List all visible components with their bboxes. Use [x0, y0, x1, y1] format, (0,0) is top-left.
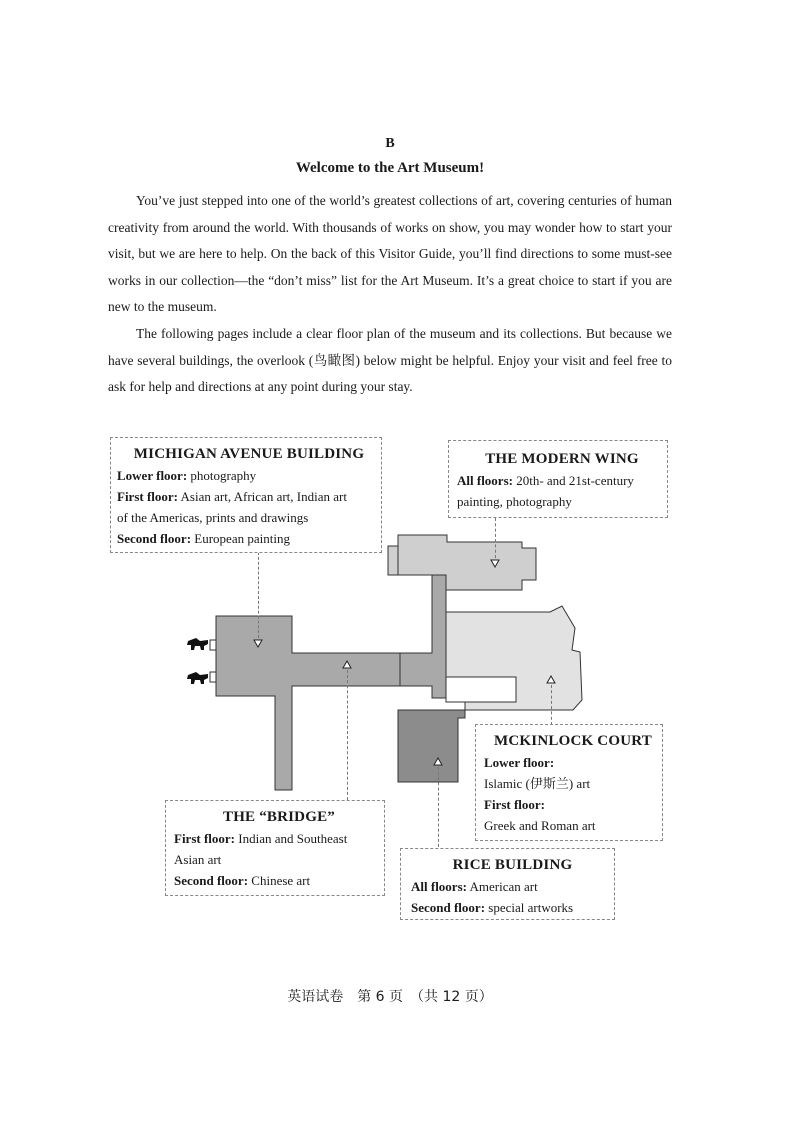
- lion-statue-icon: [187, 672, 208, 684]
- michigan-line3-text: of the Americas, prints and drawings: [117, 510, 309, 525]
- page-footer: 英语试卷 第 6 页 （共 12 页）: [287, 989, 493, 1005]
- rice-line2-text: special artworks: [485, 900, 574, 915]
- modern-title: THE MODERN WING: [485, 451, 639, 467]
- entrance-notch-lower: [210, 672, 216, 682]
- passage-title: Welcome to the Art Museum!: [295, 160, 485, 176]
- leader-mckinlock: [551, 685, 552, 725]
- bridge-shape: [400, 575, 446, 698]
- leader-michigan: [258, 552, 259, 638]
- bridge-line3-label: Second floor:: [174, 873, 249, 888]
- modern-line2-text: painting, photography: [457, 494, 572, 509]
- bridge-line1-label: First floor:: [174, 831, 236, 846]
- modern-line1-label: All floors:: [457, 473, 513, 488]
- label-mckinlock-court: [475, 724, 663, 841]
- modern-line1-text: 20th- and 21st-century: [512, 473, 634, 488]
- label-bridge: [165, 800, 385, 896]
- label-rice-building: [400, 848, 615, 920]
- michigan-avenue-building-shape: [216, 616, 400, 790]
- michigan-line2-text: Asian art, African art, Indian art: [178, 489, 347, 504]
- modern-wing-shape: [398, 535, 536, 590]
- leader-modern: [495, 518, 496, 558]
- rice-line1-text: American art: [466, 879, 538, 894]
- michigan-line4-label: Second floor:: [117, 531, 192, 546]
- mckinlock-title: MCKINLOCK COURT: [494, 733, 652, 749]
- label-modern-wing: [448, 440, 668, 518]
- mckinlock-line1-label: Lower floor:: [484, 755, 555, 770]
- rice-line1-label: All floors:: [411, 879, 467, 894]
- mckinlock-line2-text: Islamic (伊斯兰) art: [484, 776, 591, 791]
- entrance-notch-upper: [210, 640, 216, 650]
- bridge-line1-text: Indian and Southeast: [235, 831, 348, 846]
- paragraph-1: You’ve just stepped into one of the world’s greatest collections of art, covering centuries of human creativity from around the world. With thousands of works on show, you may wonder how to start your visit, but we are here to help. On the back of this Visitor Guide, you’ll find directions to some must-see works in our collection—the “don’t miss” list for the Art Museum. It’s a great choice to start if you are new to the museum.: [108, 193, 672, 314]
- bridge-line3-text: Chinese art: [248, 873, 311, 888]
- michigan-line4-text: European painting: [191, 531, 290, 546]
- michigan-line1-label: Lower floor:: [117, 468, 188, 483]
- rice-title: RICE BUILDING: [452, 857, 573, 873]
- paragraph-2: The following pages include a clear floor plan of the museum and its collections. But because we have several buildings, the overlook (鸟瞰图) below might be helpful. Enjoy your visit and feel free to ask for help and directions at any point during your stay.: [108, 326, 672, 394]
- modern-wing-annex: [388, 546, 398, 575]
- bridge-line2-text: Asian art: [174, 852, 222, 867]
- mckinlock-inner-court: [446, 677, 516, 702]
- lion-statue-icon: [187, 638, 208, 650]
- bridge-title: THE “BRIDGE”: [222, 809, 335, 825]
- mckinlock-line3-label: First floor:: [484, 797, 546, 812]
- michigan-title: MICHIGAN AVENUE BUILDING: [133, 446, 365, 462]
- michigan-line1-text: photography: [187, 468, 257, 483]
- michigan-line2-label: First floor:: [117, 489, 179, 504]
- rice-building-shape: [398, 710, 465, 782]
- leader-bridge: [347, 670, 348, 800]
- label-michigan-avenue-building: [110, 437, 382, 553]
- rice-line2-label: Second floor:: [411, 900, 486, 915]
- leader-rice: [438, 767, 439, 847]
- mckinlock-line4-text: Greek and Roman art: [484, 818, 596, 833]
- section-letter: B: [385, 136, 395, 151]
